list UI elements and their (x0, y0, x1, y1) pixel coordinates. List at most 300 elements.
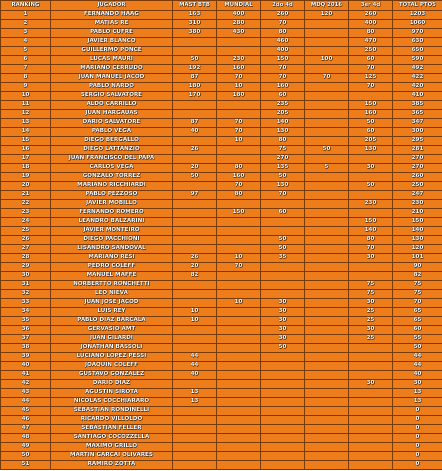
cell-2do-4d (261, 362, 305, 371)
cell-2do-4d (261, 416, 305, 425)
cell-3er-4d: 250 (349, 47, 393, 56)
cell-3er-4d (349, 272, 393, 281)
cell-2do-4d: 460 (261, 38, 305, 47)
cell-2do-4d (261, 380, 305, 389)
cell-2do-4d: 160 (261, 83, 305, 92)
cell-3er-4d: 150 (349, 218, 393, 227)
cell-ranking: 51 (1, 461, 51, 470)
cell-ranking: 42 (1, 380, 51, 389)
cell-mdq-2016 (305, 308, 349, 317)
cell-3er-4d: 50 (349, 182, 393, 191)
cell-mundial: 70 (217, 74, 261, 83)
cell-2do-4d: 70 (261, 20, 305, 29)
cell-jugador: JUAN FRANCISCO DEL PAPA (51, 155, 173, 164)
cell-jugador: DIEGO BERGALLO (51, 137, 173, 146)
cell-jugador: FERNANDO HAAG (51, 11, 173, 20)
cell-mast-btb: 87 (173, 119, 217, 128)
cell-mast-btb: 50 (173, 56, 217, 65)
cell-2do-4d (261, 398, 305, 407)
cell-mast-btb (173, 452, 217, 461)
cell-ranking: 43 (1, 389, 51, 398)
cell-mast-btb: 192 (173, 65, 217, 74)
cell-total-ptos: 140 (393, 227, 442, 236)
cell-mast-btb: 97 (173, 191, 217, 200)
cell-mast-btb: 40 (173, 371, 217, 380)
cell-ranking: 20 (1, 182, 51, 191)
cell-2do-4d (261, 443, 305, 452)
cell-3er-4d: 470 (349, 38, 393, 47)
cell-jugador: GUSTAVO GONZALEZ (51, 371, 173, 380)
table-body (1, 11, 442, 470)
cell-mundial: 80 (217, 191, 261, 200)
cell-2do-4d: 70 (261, 191, 305, 200)
table-row (1, 245, 442, 254)
cell-mdq-2016 (305, 38, 349, 47)
table-row (1, 344, 442, 353)
cell-jugador: MARIANO RICCHIARDI (51, 182, 173, 191)
cell-jugador: LEANDRO BALZARINI (51, 218, 173, 227)
cell-3er-4d: 75 (349, 290, 393, 299)
cell-total-ptos: 101 (393, 254, 442, 263)
cell-total-ptos: 260 (393, 173, 442, 182)
cell-jugador: LEO NIEVA (51, 290, 173, 299)
cell-mundial (217, 407, 261, 416)
cell-2do-4d: 30 (261, 335, 305, 344)
cell-2do-4d: 400 (261, 47, 305, 56)
cell-2do-4d (261, 227, 305, 236)
table-row (1, 20, 442, 29)
cell-mdq-2016 (305, 236, 349, 245)
cell-3er-4d: 30 (349, 380, 393, 389)
cell-mundial (217, 227, 261, 236)
cell-jugador: PABLO CUFRÉ (51, 29, 173, 38)
cell-mdq-2016 (305, 281, 349, 290)
table-row (1, 326, 442, 335)
cell-3er-4d (349, 263, 393, 272)
cell-mundial (217, 380, 261, 389)
column-header-jugador: JUGADOR (51, 1, 173, 11)
cell-ranking: 29 (1, 263, 51, 272)
cell-3er-4d (349, 425, 393, 434)
cell-2do-4d: 70 (261, 74, 305, 83)
column-header-ranking: RANKING (1, 1, 51, 11)
cell-mdq-2016 (305, 119, 349, 128)
cell-jugador: AGUSTIN SIROTA (51, 389, 173, 398)
cell-ranking: 47 (1, 425, 51, 434)
table-row (1, 29, 442, 38)
cell-2do-4d (261, 452, 305, 461)
cell-2do-4d: 260 (261, 11, 305, 20)
cell-3er-4d: 25 (349, 317, 393, 326)
cell-mdq-2016 (305, 218, 349, 227)
cell-ranking: 15 (1, 137, 51, 146)
cell-total-ptos: 590 (393, 56, 442, 65)
table-row (1, 200, 442, 209)
cell-mast-btb: 26 (173, 254, 217, 263)
cell-total-ptos: 247 (393, 191, 442, 200)
cell-3er-4d: 30 (349, 299, 393, 308)
cell-mundial (217, 398, 261, 407)
cell-total-ptos: 120 (393, 245, 442, 254)
cell-ranking: 21 (1, 191, 51, 200)
cell-ranking: 45 (1, 407, 51, 416)
cell-jugador: PEDRO COLEFF (51, 263, 173, 272)
cell-total-ptos: 30 (393, 380, 442, 389)
cell-2do-4d: 60 (261, 92, 305, 101)
cell-mdq-2016 (305, 389, 349, 398)
cell-mast-btb: 163 (173, 11, 217, 20)
cell-mundial (217, 416, 261, 425)
table-row (1, 236, 442, 245)
cell-3er-4d: 70 (349, 65, 393, 74)
cell-2do-4d (261, 200, 305, 209)
cell-mdq-2016 (305, 20, 349, 29)
table-row (1, 74, 442, 83)
cell-3er-4d: 25 (349, 308, 393, 317)
cell-jugador: GONZALO TORREZ (51, 173, 173, 182)
cell-total-ptos: 90 (393, 263, 442, 272)
table-row (1, 416, 442, 425)
cell-ranking: 31 (1, 281, 51, 290)
cell-mundial (217, 272, 261, 281)
cell-mdq-2016 (305, 353, 349, 362)
cell-ranking: 28 (1, 254, 51, 263)
cell-mdq-2016 (305, 227, 349, 236)
cell-mundial (217, 335, 261, 344)
cell-mundial (217, 236, 261, 245)
cell-mdq-2016 (305, 425, 349, 434)
cell-jugador: JUAN HARGAUAS (51, 110, 173, 119)
cell-mdq-2016 (305, 344, 349, 353)
cell-2do-4d (261, 353, 305, 362)
cell-mundial: 230 (217, 56, 261, 65)
cell-total-ptos: 300 (393, 128, 442, 137)
cell-mdq-2016 (305, 173, 349, 182)
table-row (1, 137, 442, 146)
table-row (1, 407, 442, 416)
cell-mdq-2016 (305, 299, 349, 308)
cell-2do-4d (261, 371, 305, 380)
cell-mdq-2016 (305, 128, 349, 137)
table-row (1, 254, 442, 263)
cell-3er-4d (349, 155, 393, 164)
column-header-2do-4d: 2do 4d (261, 1, 305, 11)
cell-2do-4d: 130 (261, 128, 305, 137)
cell-total-ptos: 40 (393, 371, 442, 380)
table-row (1, 389, 442, 398)
cell-2do-4d: 135 (261, 164, 305, 173)
cell-ranking: 50 (1, 452, 51, 461)
table-row (1, 47, 442, 56)
cell-ranking: 37 (1, 335, 51, 344)
table-row (1, 308, 442, 317)
cell-mast-btb: 50 (173, 173, 217, 182)
table-row (1, 425, 442, 434)
cell-3er-4d: 50 (349, 119, 393, 128)
column-header-total-ptos: TOTAL PTOS (393, 1, 442, 11)
cell-2do-4d: 50 (261, 245, 305, 254)
cell-mdq-2016 (305, 272, 349, 281)
cell-mdq-2016 (305, 317, 349, 326)
cell-2do-4d (261, 407, 305, 416)
cell-mundial (217, 389, 261, 398)
cell-mast-btb (173, 245, 217, 254)
cell-jugador: LUIS REY (51, 308, 173, 317)
cell-jugador: MATIAS RE (51, 20, 173, 29)
cell-jugador: RAMIRO ZOTTA (51, 461, 173, 470)
cell-2do-4d: 30 (261, 299, 305, 308)
cell-mast-btb (173, 47, 217, 56)
cell-mundial: 10 (217, 299, 261, 308)
cell-3er-4d (349, 173, 393, 182)
cell-mundial (217, 155, 261, 164)
cell-mundial (217, 362, 261, 371)
cell-ranking: 13 (1, 119, 51, 128)
cell-mundial (217, 146, 261, 155)
cell-3er-4d: 230 (349, 200, 393, 209)
cell-ranking: 38 (1, 344, 51, 353)
cell-jugador: JUAN JOSE JACOD (51, 299, 173, 308)
cell-mdq-2016: 5 (305, 164, 349, 173)
table-row (1, 110, 442, 119)
cell-jugador: SANTIAGO COCOZZELLA (51, 434, 173, 443)
cell-mundial (217, 317, 261, 326)
cell-3er-4d (349, 362, 393, 371)
cell-mdq-2016 (305, 200, 349, 209)
table-row (1, 335, 442, 344)
cell-mundial (217, 344, 261, 353)
cell-mast-btb: 170 (173, 92, 217, 101)
cell-jugador: LISANDRO SANDOVAL (51, 245, 173, 254)
cell-mundial (217, 353, 261, 362)
table-row (1, 452, 442, 461)
cell-total-ptos: 50 (393, 344, 442, 353)
cell-mdq-2016 (305, 416, 349, 425)
cell-total-ptos: 70 (393, 299, 442, 308)
cell-total-ptos: 130 (393, 236, 442, 245)
cell-mundial: 430 (217, 29, 261, 38)
cell-jugador: MARIANO RESI (51, 254, 173, 263)
table-row (1, 101, 442, 110)
cell-mdq-2016 (305, 362, 349, 371)
cell-mast-btb: 44 (173, 362, 217, 371)
cell-3er-4d: 30 (349, 164, 393, 173)
cell-total-ptos: 150 (393, 218, 442, 227)
cell-2do-4d: 35 (261, 254, 305, 263)
cell-mundial (217, 452, 261, 461)
cell-jugador: MARIANO CERRUDO (51, 65, 173, 74)
cell-mast-btb (173, 434, 217, 443)
cell-3er-4d: 130 (349, 146, 393, 155)
cell-jugador: JAVIER BLANCO (51, 38, 173, 47)
cell-mdq-2016 (305, 407, 349, 416)
cell-3er-4d: 60 (349, 128, 393, 137)
cell-ranking: 44 (1, 398, 51, 407)
table-row (1, 362, 442, 371)
cell-total-ptos: 60 (393, 326, 442, 335)
cell-ranking: 2 (1, 20, 51, 29)
cell-mdq-2016 (305, 245, 349, 254)
cell-mundial: 10 (217, 83, 261, 92)
cell-ranking: 1 (1, 11, 51, 20)
cell-total-ptos: 13 (393, 389, 442, 398)
cell-mdq-2016 (305, 47, 349, 56)
cell-mdq-2016 (305, 254, 349, 263)
cell-jugador: MANUEL MAFFE (51, 272, 173, 281)
cell-3er-4d: 260 (349, 11, 393, 20)
cell-ranking: 24 (1, 218, 51, 227)
cell-mast-btb (173, 326, 217, 335)
cell-jugador: PABLO DIAZ BARCALA (51, 317, 173, 326)
cell-3er-4d: 75 (349, 281, 393, 290)
cell-jugador: NORBERTTO RONCHETTI (51, 281, 173, 290)
cell-mast-btb (173, 227, 217, 236)
cell-ranking: 35 (1, 317, 51, 326)
table-row (1, 83, 442, 92)
cell-3er-4d: 25 (349, 335, 393, 344)
cell-ranking: 30 (1, 272, 51, 281)
cell-total-ptos: 347 (393, 119, 442, 128)
column-header-mundial: MUNDIAL (217, 1, 261, 11)
cell-mdq-2016 (305, 83, 349, 92)
cell-mdq-2016 (305, 29, 349, 38)
cell-mundial: 400 (217, 11, 261, 20)
cell-mast-btb (173, 299, 217, 308)
cell-mdq-2016: 120 (305, 11, 349, 20)
table-row (1, 119, 442, 128)
cell-mast-btb: 310 (173, 20, 217, 29)
cell-mdq-2016 (305, 209, 349, 218)
cell-3er-4d: 80 (349, 29, 393, 38)
cell-2do-4d: 30 (261, 326, 305, 335)
table-row (1, 371, 442, 380)
cell-mundial (217, 101, 261, 110)
table-row (1, 65, 442, 74)
cell-ranking: 32 (1, 290, 51, 299)
cell-3er-4d (349, 389, 393, 398)
cell-jugador: CARLOS VEGA (51, 164, 173, 173)
cell-mdq-2016 (305, 182, 349, 191)
cell-jugador: JONATHAN BASSOLI (51, 344, 173, 353)
cell-ranking: 33 (1, 299, 51, 308)
table-row (1, 164, 442, 173)
cell-mast-btb: 380 (173, 29, 217, 38)
cell-mundial (217, 308, 261, 317)
cell-mundial (217, 200, 261, 209)
cell-mdq-2016 (305, 290, 349, 299)
column-header-mast-btb: MAST BTB (173, 1, 217, 11)
table-row (1, 317, 442, 326)
cell-3er-4d (349, 371, 393, 380)
table-row (1, 398, 442, 407)
cell-2do-4d (261, 272, 305, 281)
cell-mundial: 160 (217, 173, 261, 182)
cell-mdq-2016 (305, 380, 349, 389)
cell-mundial (217, 110, 261, 119)
table-row (1, 263, 442, 272)
table-row (1, 290, 442, 299)
cell-2do-4d: 75 (261, 146, 305, 155)
cell-ranking: 18 (1, 164, 51, 173)
cell-total-ptos: 295 (393, 137, 442, 146)
cell-mdq-2016 (305, 452, 349, 461)
cell-mundial (217, 461, 261, 470)
cell-total-ptos: 210 (393, 209, 442, 218)
cell-mundial: 80 (217, 164, 261, 173)
cell-mast-btb (173, 38, 217, 47)
cell-mast-btb (173, 209, 217, 218)
cell-jugador: PABLO VEGA (51, 128, 173, 137)
cell-ranking: 7 (1, 65, 51, 74)
table-row (1, 146, 442, 155)
cell-mast-btb (173, 335, 217, 344)
cell-total-ptos: 75 (393, 290, 442, 299)
cell-3er-4d: 205 (349, 137, 393, 146)
cell-mundial: 180 (217, 92, 261, 101)
cell-2do-4d (261, 290, 305, 299)
cell-3er-4d (349, 452, 393, 461)
cell-ranking: 22 (1, 200, 51, 209)
cell-mundial (217, 218, 261, 227)
cell-2do-4d: 50 (261, 236, 305, 245)
cell-total-ptos: 650 (393, 47, 442, 56)
cell-3er-4d: 400 (349, 20, 393, 29)
header-row (1, 1, 442, 11)
cell-ranking: 3 (1, 29, 51, 38)
cell-mundial (217, 290, 261, 299)
cell-mast-btb: 87 (173, 74, 217, 83)
table-row (1, 155, 442, 164)
cell-ranking: 34 (1, 308, 51, 317)
cell-jugador: DARIO DIAZ (51, 380, 173, 389)
cell-2do-4d: 140 (261, 119, 305, 128)
cell-jugador: JAVIER MOBILLO (51, 200, 173, 209)
table-row (1, 182, 442, 191)
cell-2do-4d: 205 (261, 110, 305, 119)
cell-mdq-2016 (305, 155, 349, 164)
cell-jugador: SEBASTIAN FELLER (51, 425, 173, 434)
cell-mundial (217, 434, 261, 443)
cell-mundial: 70 (217, 263, 261, 272)
cell-total-ptos: 0 (393, 461, 442, 470)
table-row (1, 227, 442, 236)
cell-mast-btb: 20 (173, 164, 217, 173)
cell-total-ptos: 281 (393, 146, 442, 155)
cell-2do-4d (261, 434, 305, 443)
cell-mundial: 70 (217, 182, 261, 191)
cell-ranking: 40 (1, 362, 51, 371)
cell-mast-btb (173, 218, 217, 227)
cell-mdq-2016 (305, 443, 349, 452)
cell-3er-4d: 70 (349, 245, 393, 254)
cell-2do-4d: 70 (261, 65, 305, 74)
table-row (1, 299, 442, 308)
cell-mast-btb: 13 (173, 398, 217, 407)
cell-jugador: DIEGO PACCHIONI (51, 236, 173, 245)
cell-mast-btb (173, 155, 217, 164)
cell-ranking: 25 (1, 227, 51, 236)
cell-mdq-2016 (305, 101, 349, 110)
cell-2do-4d: 50 (261, 344, 305, 353)
cell-2do-4d: 80 (261, 137, 305, 146)
cell-mast-btb (173, 137, 217, 146)
cell-ranking: 8 (1, 74, 51, 83)
cell-total-ptos: 420 (393, 83, 442, 92)
cell-mast-btb (173, 443, 217, 452)
cell-total-ptos: 0 (393, 407, 442, 416)
cell-jugador: JUAN MANUEL JACOD (51, 74, 173, 83)
cell-jugador: DARIO SALVATORE (51, 119, 173, 128)
